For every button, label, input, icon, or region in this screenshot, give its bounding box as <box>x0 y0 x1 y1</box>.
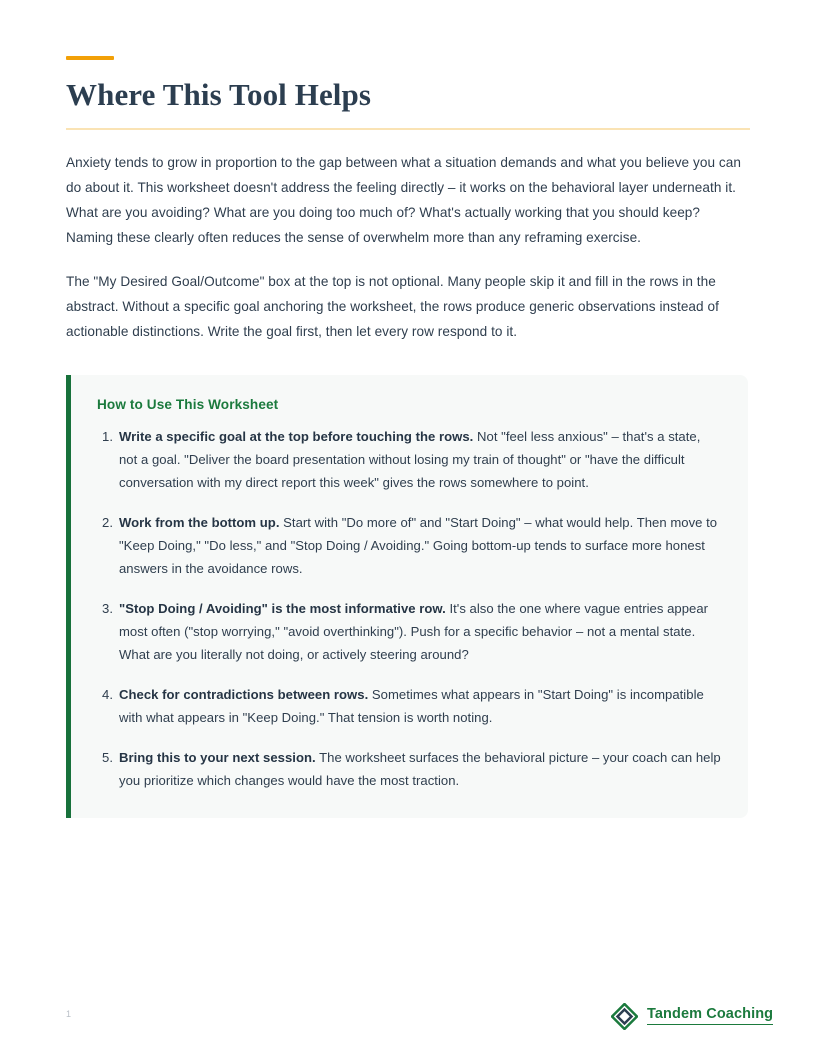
page-title: Where This Tool Helps <box>66 77 372 112</box>
title-accent-bar <box>66 56 114 60</box>
brand-wordmark <box>647 1007 773 1025</box>
list-item-body: The worksheet surfaces the behavioral picture – your coach can help you prioritize which changes would have the most traction. <box>119 749 721 788</box>
list-item-lead: Bring this to your next session. <box>119 749 316 765</box>
intro-paragraph-1: Anxiety tends to grow in proportion to the gap between what a situation demands and what you believe you can do about it. This worksheet doesn't address the feeling directly – it works on the behavioral layer underneath it. What are you avoiding? What are you doing too much of? What's actually working that you should keep? Naming these clearly often reduces the sense of overwhelm more than any reframing exercise. <box>66 154 741 245</box>
how-to-use-callout <box>66 375 748 818</box>
list-item-lead: Write a specific goal at the top before touching the rows. <box>119 428 474 444</box>
brand-word-coaching: Coaching <box>706 1006 774 1023</box>
list-item-lead: Check for contradictions between rows. <box>119 686 369 702</box>
how-to-use-list <box>97 425 722 792</box>
list-item <box>97 683 722 729</box>
list-item-body: Not "feel less anxious" – that's a state, not a goal. "Deliver the board presentation without losing my train of thought" or "have the difficult conversation with my direct report this week" gives the rows somewhere to point. <box>119 428 701 490</box>
brand-word-tandem: Tandem <box>647 1006 703 1023</box>
list-item <box>97 425 722 494</box>
list-item-body: Start with "Do more of" and "Start Doing" – what would help. Then move to "Keep Doing," "Do less," and "Stop Doing / Avoiding." Going bottom-up tends to surface more honest answers in the avoidance rows. <box>119 514 718 576</box>
list-item <box>97 511 722 580</box>
list-item-lead: "Stop Doing / Avoiding" is the most informative row. <box>119 600 446 616</box>
callout-heading: How to Use This Worksheet <box>97 396 279 412</box>
title-divider-rule <box>66 128 750 130</box>
list-item-body: Sometimes what appears in "Start Doing" is incompatible with what appears in "Keep Doing." That tension is worth noting. <box>119 686 704 725</box>
footer-brand-logo <box>611 1002 773 1030</box>
list-item <box>97 597 722 666</box>
footer-page-number: 1 <box>66 1009 72 1019</box>
intro-paragraph-2: The "My Desired Goal/Outcome" box at the top is not optional. Many people skip it and fill in the rows in the abstract. Without a specific goal anchoring the worksheet, the rows produce generic observations instead of actionable distinctions. Write the goal first, then let every row respond to it. <box>66 273 719 339</box>
tandem-diamond-logo-icon <box>611 1003 638 1030</box>
list-item-body: It's also the one where vague entries appear most often ("stop worrying," "avoid overthinking"). Push for a specific behavior – not a mental state. What are you literally not doing, or actively steering around? <box>119 600 709 662</box>
list-item <box>97 746 722 792</box>
list-item-lead: Work from the bottom up. <box>119 514 280 530</box>
page-content <box>66 0 750 818</box>
